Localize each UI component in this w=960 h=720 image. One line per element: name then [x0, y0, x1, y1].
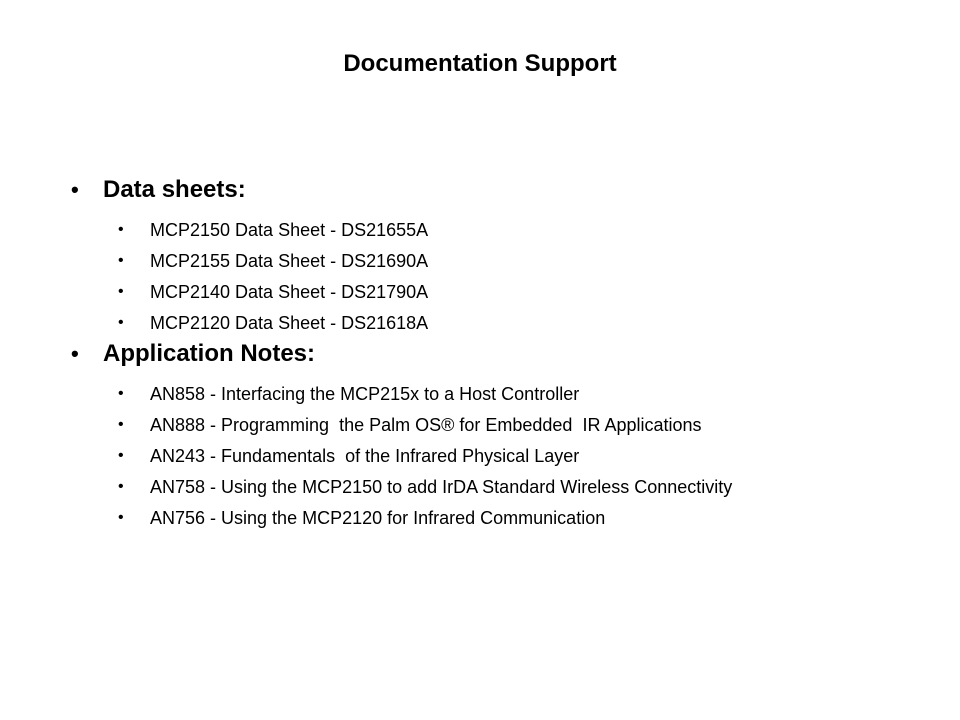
bullet-icon: •: [118, 447, 124, 464]
list-item-text: AN888 - Programming the Palm OS® for Embedded IR Applications: [150, 415, 702, 435]
section-heading: [0, 336, 960, 380]
bullet-icon: •: [71, 341, 79, 366]
section-heading: [0, 172, 960, 216]
list-item: [0, 247, 960, 278]
heading-text: Application Notes:: [103, 340, 316, 367]
bullet-icon: •: [118, 385, 124, 402]
list-item: [0, 278, 960, 309]
heading-text: Data sheets:: [103, 176, 246, 203]
list-item: [0, 216, 960, 247]
list-item-text: MCP2155 Data Sheet - DS21690A: [150, 251, 429, 271]
bullet-icon: •: [118, 509, 124, 526]
list-item-text: MCP2150 Data Sheet - DS21655A: [150, 220, 429, 240]
list-item-text: AN243 - Fundamentals of the Infrared Physical Layer: [150, 446, 580, 466]
section-application-notes: [0, 336, 960, 535]
list-item-text: AN758 - Using the MCP2150 to add IrDA Standard Wireless Connectivity: [150, 477, 733, 497]
list-item: [0, 442, 960, 473]
list-item-text: AN858 - Interfacing the MCP215x to a Host Controller: [150, 384, 580, 404]
section-data-sheets: [0, 172, 960, 340]
list-item-text: MCP2120 Data Sheet - DS21618A: [150, 313, 429, 333]
list-item: [0, 504, 960, 535]
bullet-icon: •: [118, 478, 124, 495]
bullet-icon: •: [71, 177, 79, 202]
list-item-text: AN756 - Using the MCP2120 for Infrared Communication: [150, 508, 606, 528]
bullet-icon: •: [118, 252, 124, 269]
slide-title: Documentation Support: [343, 50, 617, 77]
bullet-icon: •: [118, 221, 124, 238]
bullet-icon: •: [118, 314, 124, 331]
list-item: [0, 411, 960, 442]
bullet-icon: •: [118, 283, 124, 300]
list-item: [0, 380, 960, 411]
bullet-icon: •: [118, 416, 124, 433]
list-item-text: MCP2140 Data Sheet - DS21790A: [150, 282, 429, 302]
list-item: [0, 473, 960, 504]
